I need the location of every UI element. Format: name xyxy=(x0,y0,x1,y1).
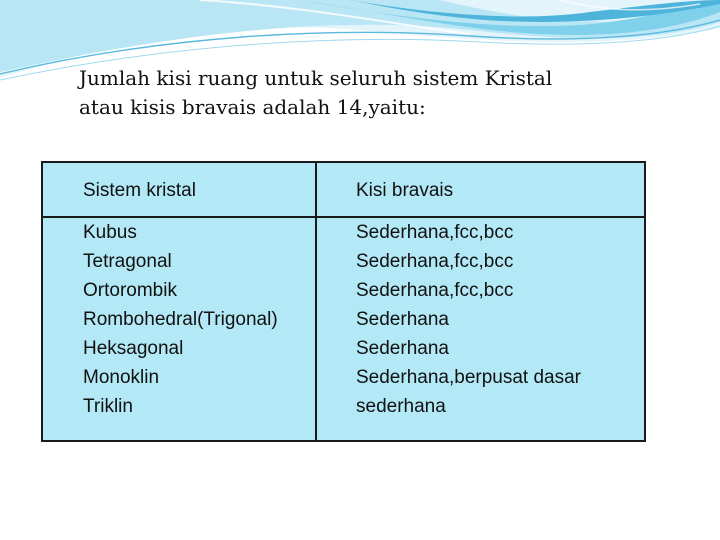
intro-line-2: atau kisis bravais adalah 14,yaitu: xyxy=(79,95,426,119)
table-cell-lattice: Sederhana xyxy=(356,309,449,330)
table-cell-lattice: Sederhana,fcc,bcc xyxy=(356,222,514,243)
column-divider xyxy=(315,163,317,440)
table-cell-lattice: sederhana xyxy=(356,396,446,417)
table-cell-lattice: Sederhana,fcc,bcc xyxy=(356,251,514,272)
table-cell-system: Triklin xyxy=(83,396,133,417)
bravais-table xyxy=(41,161,646,442)
table-cell-lattice: Sederhana xyxy=(356,338,449,359)
table-cell-system: Ortorombik xyxy=(83,280,177,301)
table-cell-system: Heksagonal xyxy=(83,338,184,359)
system-column xyxy=(83,218,278,421)
header-kisi-bravais: Kisi bravais xyxy=(356,180,454,201)
intro-text xyxy=(79,64,679,122)
lattice-column xyxy=(356,218,581,421)
table-cell-system: Kubus xyxy=(83,222,137,243)
intro-line-1: Jumlah kisi ruang untuk seluruh sistem Kristal xyxy=(79,66,553,90)
header-sistem-kristal: Sistem kristal xyxy=(83,180,196,201)
table-cell-system: Rombohedral(Trigonal) xyxy=(83,309,278,330)
table-cell-system: Monoklin xyxy=(83,367,160,388)
table-cell-lattice: Sederhana,fcc,bcc xyxy=(356,280,514,301)
table-cell-lattice: Sederhana,berpusat dasar xyxy=(356,367,581,388)
table-cell-system: Tetragonal xyxy=(83,251,172,272)
